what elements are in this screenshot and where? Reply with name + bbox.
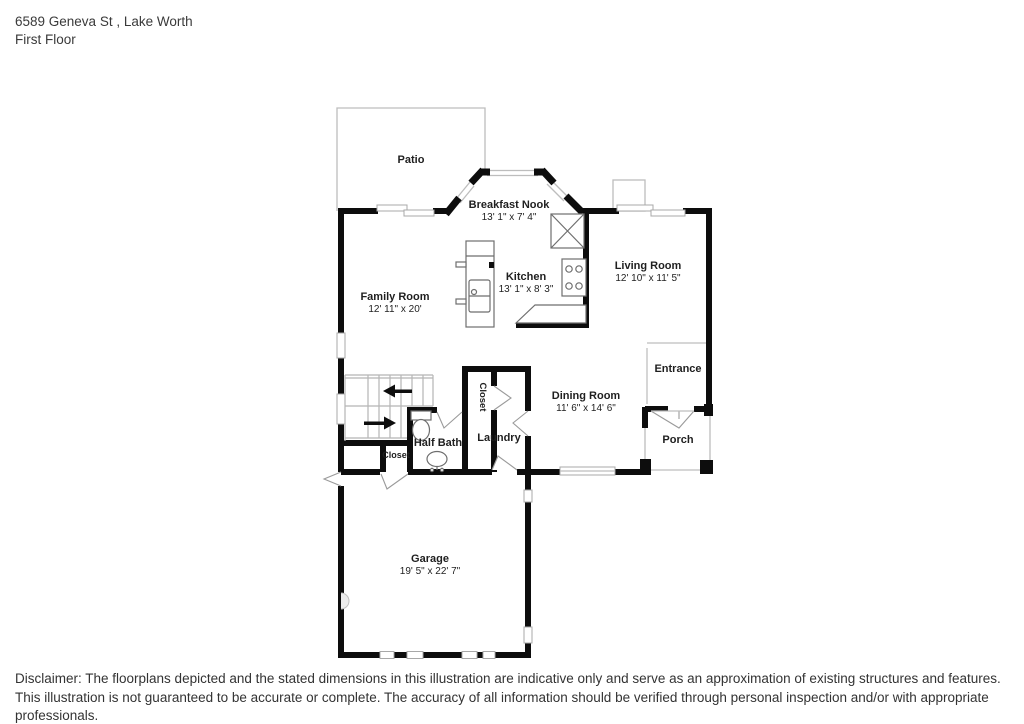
kitchen-island — [456, 241, 494, 327]
disclaimer-line-2: This illustration is not guaranteed to be accurate or complete. The accuracy of all information should be verified through personal inspection and/or with appropriate professionals. — [15, 689, 989, 723]
kitchen-counter — [516, 305, 586, 323]
half-bath-label: Half Bath — [413, 437, 463, 449]
living-room-label: Living Room — [614, 260, 682, 272]
porch-label: Porch — [662, 434, 694, 446]
hall-closet-label: Closet — [477, 382, 488, 412]
family-room-label: Family Room — [360, 291, 430, 303]
stair-down-arrow — [364, 417, 396, 430]
garage-label: Garage — [411, 553, 449, 565]
exterior-side-door — [324, 472, 341, 486]
wall-bump — [341, 593, 349, 609]
breakfast-nook-dims: 13' 1" x 7' 4" — [481, 212, 537, 223]
sliding-door — [377, 205, 407, 211]
garage-dims: 19' 5" x 22' 7" — [399, 566, 461, 577]
laundry-label: Laundry — [477, 432, 521, 444]
garage-entry-door — [381, 474, 408, 489]
kitchen-dims: 13' 1" x 8' 3" — [498, 284, 554, 295]
dining-room-label: Dining Room — [551, 390, 621, 402]
stair-up-arrow — [383, 385, 412, 398]
stove-icon — [562, 259, 586, 296]
living-room-dims: 12' 10" x 11' 5" — [615, 273, 681, 284]
under-stair-closet-label: Closet — [382, 450, 410, 460]
pantry-icon — [551, 214, 584, 248]
kitchen-label: Kitchen — [505, 271, 547, 283]
disclaimer — [15, 670, 1024, 724]
family-room-dims: 12' 11" x 20' — [368, 304, 422, 315]
dining-room-dims: 11' 6" x 14' 6" — [556, 403, 616, 414]
floor-label: First Floor — [15, 32, 76, 47]
disclaimer-line-1: Disclaimer: The floorplans depicted and the stated dimensions in this illustration are indicative only and serve as an approximation of existing structures and features. — [15, 671, 1001, 686]
breakfast-nook-label: Breakfast Nook — [468, 199, 550, 211]
entrance-label: Entrance — [654, 363, 702, 375]
address-line: 6589 Geneva St , Lake Worth — [15, 14, 193, 29]
sink-icon — [427, 452, 447, 472]
front-double-door — [651, 411, 694, 428]
patio-label: Patio — [397, 154, 425, 166]
